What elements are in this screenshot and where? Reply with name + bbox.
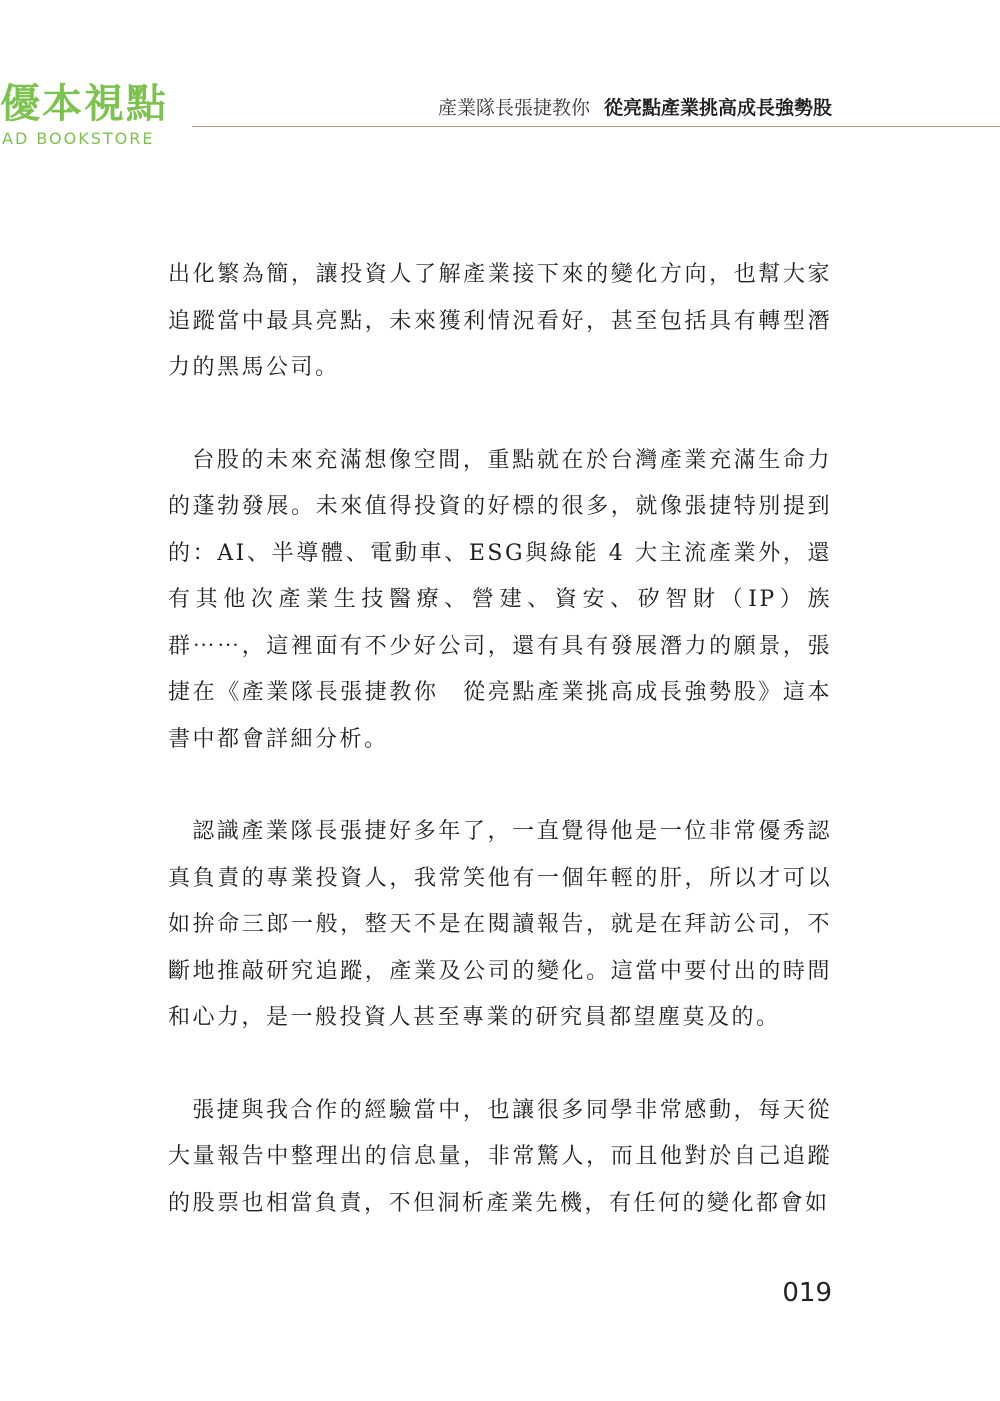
- paragraph-4: 張捷與我合作的經驗當中，也讓很多同學非常感動，每天從大量報告中整理出的信息量，非常驚人，而且他對於自己追蹤的股票也相當負責，不但洞析產業先機，有任何的變化都會如: [168, 1097, 832, 1216]
- header-divider: [192, 126, 1000, 127]
- running-head-title: 從亮點產業挑高成長強勢股: [603, 97, 832, 119]
- running-head: [438, 96, 832, 120]
- logo-english-text: AD BOOKSTORE: [2, 129, 155, 148]
- paragraph-2: 台股的未來充滿想像空間，重點就在於台灣產業充滿生命力的蓬勃發展。未來值得投資的好標的很多，就像張捷特別提到的：AI、半導體、電動車、ESG與綠能 4 大主流產業外，還有其他次產業生技醫療、營建、資安、矽智財（IP）族群⋯⋯，這裡面有不少好公司，還有具有發展潛力的願景，張捷在《產業隊長張捷教你 從亮點產業挑高成長強勢股》這本書中都會詳細分析。: [168, 447, 832, 752]
- paragraph-3: 認識產業隊長張捷好多年了，一直覺得他是一位非常優秀認真負責的專業投資人，我常笑他有一個年輕的肝，所以才可以如拚命三郎一般，整天不是在閱讀報告，就是在拜訪公司，不斷地推敲研究追蹤，產業及公司的變化。這當中要付出的時間和心力，是一般投資人甚至專業的研究員都望塵莫及的。: [168, 819, 832, 1030]
- body-text: [168, 252, 832, 1227]
- paragraph-1: 出化繁為簡，讓投資人了解產業接下來的變化方向，也幫大家追蹤當中最具亮點，未來獲利情況看好，甚至包括具有轉型潛力的黑馬公司。: [168, 262, 832, 380]
- page-number: 019: [782, 1278, 832, 1308]
- publisher-logo: [0, 82, 190, 152]
- logo-chinese-text: 優本視點: [0, 81, 168, 127]
- running-head-author: 產業隊長張捷教你: [437, 97, 590, 119]
